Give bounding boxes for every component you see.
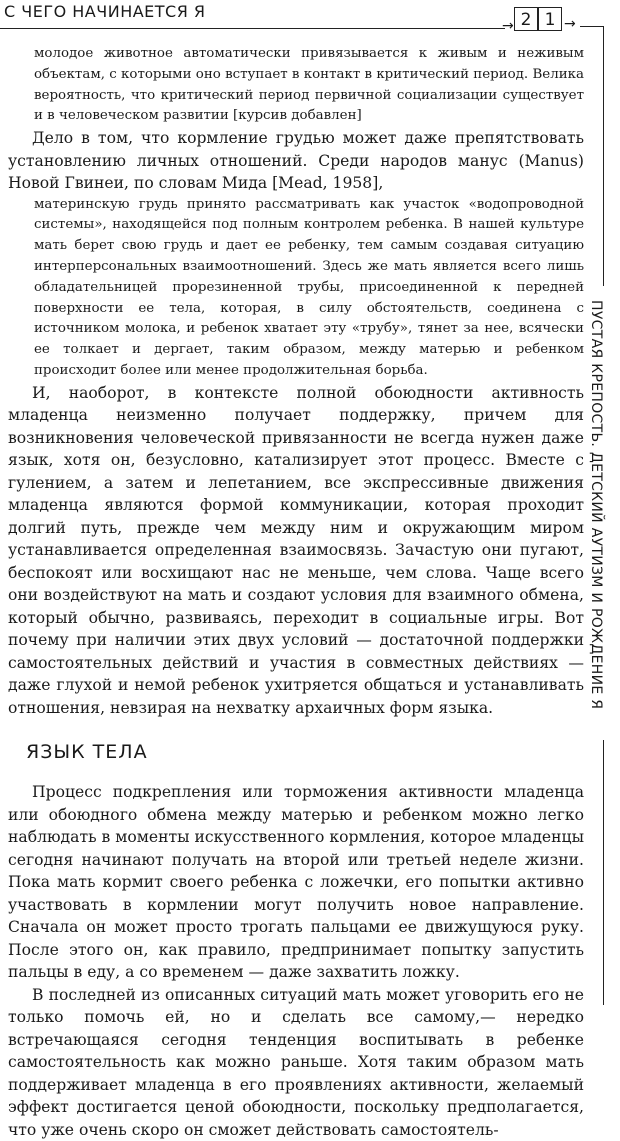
- page-header: [0, 0, 620, 36]
- side-divider-top: [603, 26, 604, 286]
- paragraph: Дело в том, что кормление грудью может даже препятствовать установлению личных отношений. Среди народов манус (Manus) Новой Гвинеи, по словам Мида [Mead, 1958],: [8, 129, 584, 193]
- page-number-digit: 1: [538, 7, 562, 31]
- book-side-title: ПУСТАЯ КРЕПОСТЬ. ДЕТСКИЙ АУТИЗМ И РОЖДЕНИЕ Я: [588, 300, 604, 710]
- side-divider-bottom: [603, 740, 604, 1005]
- page-content: [8, 44, 584, 1141]
- page-number-digit: 2: [514, 7, 538, 31]
- header-rule: [0, 28, 505, 29]
- side-rule: [580, 26, 604, 27]
- block-quote: материнскую грудь принято рассматривать как участок «водопроводной системы», находящейся под полным контролем ребенка. В нашей культуре мать берет свою грудь и дает ее ребенку, тем самым создавая ситуацию интерперсональных взаимоотношений. Здесь же мать является всего лишь обладательницей прорезиненной трубы, присоединенной к передней поверхности ее тела, которая, в силу обстоятельств, соединена с источником молока, и ребенок хватает эту «трубу», тянет за нее, всячески ее толкает и дергает, таким образом, между матерью и ребенком происходит более или менее продолжительная борьба.: [34, 196, 584, 379]
- paragraph: И, наоборот, в контексте полной обоюдности активность младенца неизменно получает поддержку, причем для возникновения человеческой привязанности не всегда нужен даже язык, хотя он, безусловно, катализирует этот процесс. Вместе с гулением, а затем и лепетанием, все экспрессивные движения младенца являются формой коммуникации, которая проходит долгий путь, прежде чем между ним и окружающим миром устанавливается определенная взаимосвязь. Зачастую они пугают, беспокоят или восхищают нас не меньше, чем слова. Чаще всего они воздействуют на мать и создают условия для взаимного обмена, который обычно, развиваясь, переходит в социальные игры. Вот почему при наличии этих двух условий — достаточной поддержки самостоятельных действий и участия в совместных действиях — даже глухой и немой ребенок ухитряется общаться и устанавливать отношения, невзирая на нехватку архаичных форм языка.: [8, 383, 584, 717]
- arrow-left-icon: →: [502, 18, 514, 34]
- paragraph: Процесс подкрепления или торможения активности младенца или обоюдного обмена между матерью и ребенком можно легко наблюдать в моменты искусственного кормления, которое младенцы сегодня начинают получать на второй или третьей неделе жизни. Пока мать кормит своего ребенка с ложечки, его попытки активно участвовать в кормлении могут получить новое направление. Сначала он может просто трогать пальцами ее движущуюся руку. После этого он, как правило, предпринимает попытку запустить пальцы в еду, а со временем — даже захватить ложку.: [8, 783, 584, 982]
- arrow-right-icon: →: [564, 16, 576, 32]
- running-title: С ЧЕГО НАЧИНАЕТСЯ Я: [4, 2, 206, 21]
- quote-continuation: молодое животное автоматически привязывается к живым и неживым объектам, с которыми оно вступает в контакт в критический период. Велика вероятность, что критический период первичной социализации существует и в человеческом развитии [курсив добавлен]: [34, 46, 584, 124]
- paragraph: В последней из описанных ситуаций мать может уговорить его не только помочь ей, но и сделать все самому,— нередко встречающаяся сегодня тенденция воспитывать в ребенке самостоятельность как можно раньше. Хотя таким образом мать поддерживает младенца в его проявлениях активности, желаемый эффект достигается ценой обоюдности, поскольку предполагается, что уже очень скоро он сможет действовать самостоятель-: [8, 985, 584, 1139]
- section-heading: ЯЗЫК ТЕЛА: [26, 741, 148, 764]
